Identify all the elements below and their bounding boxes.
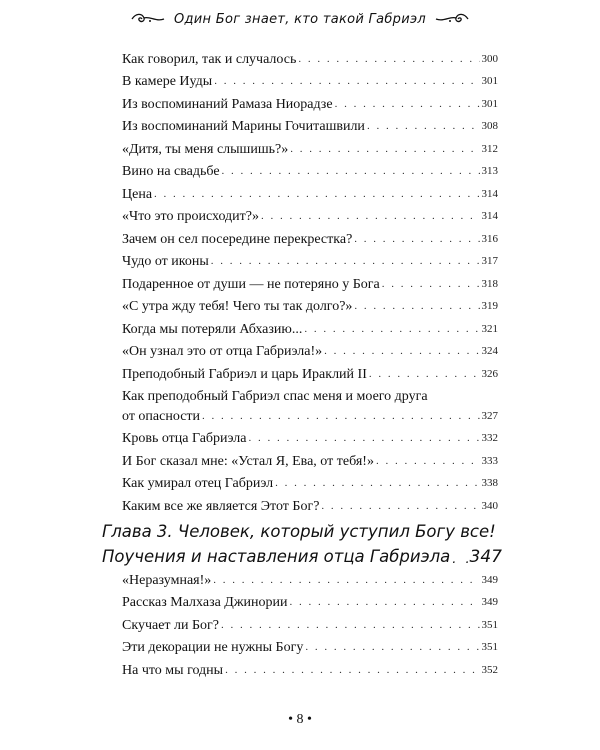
- toc-entry-page: 300: [481, 52, 498, 65]
- toc-entry[interactable]: [122, 114, 498, 137]
- toc-entry-page: 349: [481, 573, 498, 586]
- toc-entry-continuation: [122, 406, 498, 426]
- toc-entry-page: 349: [481, 596, 498, 608]
- toc-entry-title: Как преподобный Габриэл спас меня и моего друга: [122, 388, 428, 404]
- toc-entry-page: 352: [481, 663, 498, 676]
- toc-entry-page: 351: [481, 618, 498, 631]
- toc-entry-title: И Бог сказал мне: «Устал Я, Ева, от тебя!»: [122, 453, 374, 469]
- toc-entry-page: 338: [481, 477, 498, 489]
- toc-entry-title: Каким все же является Этот Бог?: [122, 498, 320, 514]
- right-ornament-icon: [434, 12, 470, 26]
- toc-entry-title: Зачем он сел посередине перекрестка?: [122, 231, 353, 247]
- toc-entry-title-continued: от опасности: [122, 408, 201, 424]
- toc-entry[interactable]: [122, 69, 498, 92]
- running-header: [0, 8, 600, 30]
- footer-page-number: 8: [296, 712, 304, 727]
- toc-entry-page: 327: [481, 409, 498, 422]
- toc-entry[interactable]: [122, 590, 498, 613]
- toc-entry-title: Из воспоминаний Рамаза Ниорадзе: [122, 96, 333, 112]
- toc-entry-title: «Дитя, ты меня слышишь?»: [122, 141, 289, 157]
- toc-list: [122, 46, 498, 516]
- toc-entry-page: 301: [481, 97, 498, 110]
- toc-entry-page: 351: [481, 641, 498, 653]
- toc-entry-title: Из воспоминаний Марины Гочиташвили: [122, 119, 365, 134]
- leader-dots: [354, 297, 479, 316]
- toc-entry-page: 312: [481, 142, 498, 155]
- toc-entry-page: 314: [481, 187, 498, 200]
- leader-dots: [202, 407, 479, 426]
- leader-dots: [225, 661, 479, 680]
- toc-entry-page: 332: [481, 432, 498, 444]
- chapter-subtitle-row: [102, 545, 502, 569]
- chapter-title: Глава 3. Человек, который уступил Богу все!: [102, 522, 496, 541]
- toc-entry[interactable]: [122, 226, 498, 249]
- leader-dots: [305, 638, 479, 657]
- toc-entry-title: Скучает ли Бог?: [122, 617, 220, 633]
- toc-entry-title: Чудо от иконы: [122, 254, 209, 269]
- leader-dots: [382, 275, 480, 294]
- toc-entry[interactable]: [122, 46, 498, 69]
- toc-entry-page: 319: [481, 300, 498, 312]
- toc-entry-title: Цена: [122, 186, 153, 202]
- toc-entry[interactable]: [122, 181, 498, 204]
- leader-dots: [321, 497, 479, 516]
- toc-entry-title: Эти декорации не нужны Богу: [122, 640, 304, 655]
- toc-entry[interactable]: [122, 612, 498, 635]
- left-ornament-icon: [130, 12, 166, 26]
- toc-entry-page: 308: [481, 120, 498, 132]
- toc-entry[interactable]: [122, 294, 498, 317]
- leader-dots: [367, 117, 480, 136]
- toc-entry[interactable]: [122, 136, 498, 159]
- leader-dots: [324, 342, 479, 361]
- toc-entry-title: Преподобный Габриэл и царь Ираклий II: [122, 366, 367, 382]
- leader-dots: [376, 452, 480, 471]
- toc-entry[interactable]: [122, 657, 498, 680]
- leader-dots: [335, 95, 480, 114]
- leader-dots: [154, 185, 479, 204]
- page-footer: [0, 712, 600, 728]
- toc-entry-title: Подаренное от души — не потеряно у Бога: [122, 276, 380, 292]
- toc-entry-title: «Что это происходит?»: [122, 209, 259, 224]
- toc-entry-title: Рассказ Малхаза Джинории: [122, 595, 288, 610]
- toc-entry[interactable]: [122, 361, 498, 384]
- leader-dots: [222, 162, 480, 181]
- header-title: Один Бог знает, кто такой Габриэл: [173, 11, 427, 27]
- leader-dots: [304, 320, 479, 339]
- toc-list-chapter-3: [122, 567, 498, 680]
- toc-entry-title: «Неразумная!»: [122, 572, 212, 588]
- toc-entry-page: 317: [481, 255, 498, 267]
- toc-entry-title: Как умирал отец Габриэл: [122, 476, 274, 491]
- toc-entry[interactable]: [122, 635, 498, 658]
- toc-entry-title: «Он узнал это от отца Габриэла!»: [122, 344, 323, 359]
- toc-entry-page: 326: [481, 367, 498, 380]
- toc-entry-page: 321: [481, 322, 498, 335]
- footer-dot-right: •: [307, 712, 312, 727]
- leader-dots: [275, 474, 479, 493]
- toc-entry-page: 333: [481, 454, 498, 467]
- toc-entry[interactable]: [122, 339, 498, 362]
- toc-entry[interactable]: [122, 204, 498, 227]
- toc-entry-page: 318: [481, 277, 498, 290]
- toc-entry-title: Кровь отца Габриэла: [122, 431, 247, 446]
- toc-entry-page: 301: [481, 75, 498, 87]
- leader-dots: [213, 571, 479, 590]
- toc-entry[interactable]: [122, 471, 498, 494]
- toc-entry[interactable]: [122, 316, 498, 339]
- leader-dots: [369, 365, 480, 384]
- toc-entry-page: 314: [481, 210, 498, 222]
- leader-dots: [290, 593, 480, 612]
- leader-dots: [214, 72, 479, 91]
- toc-entry-page: 316: [481, 232, 498, 245]
- toc-entry-title: Когда мы потеряли Абхазию...: [122, 321, 303, 337]
- leader-dots: [290, 140, 479, 159]
- toc-entry[interactable]: [122, 249, 498, 272]
- toc-entry-title: В камере Иуды: [122, 74, 213, 89]
- toc-entry[interactable]: [122, 448, 498, 471]
- toc-entry[interactable]: [122, 493, 498, 516]
- footer-dot-left: •: [288, 712, 293, 727]
- toc-entry-title: «С утра жду тебя! Чего ты так долго?»: [122, 299, 353, 314]
- toc-entry-page: 313: [481, 165, 498, 177]
- toc-entry-title: Как говорил, так и случалось: [122, 51, 297, 67]
- leader-dots: [298, 50, 479, 69]
- toc-entry-page: 324: [481, 345, 498, 357]
- leader-dots: [354, 230, 479, 249]
- toc-entry[interactable]: [122, 426, 498, 449]
- toc-entry[interactable]: [122, 91, 498, 114]
- toc-entry[interactable]: [122, 567, 498, 590]
- toc-entry-title: На что мы годны: [122, 662, 224, 678]
- toc-entry-title: Вино на свадьбе: [122, 164, 220, 179]
- toc-entry[interactable]: [122, 271, 498, 294]
- chapter-page: 347: [469, 547, 502, 567]
- leader-dots: [211, 252, 480, 271]
- leader-dots: [261, 207, 480, 226]
- leader-dots: [221, 616, 479, 635]
- toc-entry[interactable]: [122, 159, 498, 182]
- chapter-heading[interactable]: [102, 519, 502, 569]
- toc-entry[interactable]: [122, 384, 498, 426]
- leader-dots: [249, 429, 480, 448]
- toc-entry-page: 340: [481, 499, 498, 512]
- chapter-subtitle: Поучения и наставления отца Габриэла: [102, 547, 451, 566]
